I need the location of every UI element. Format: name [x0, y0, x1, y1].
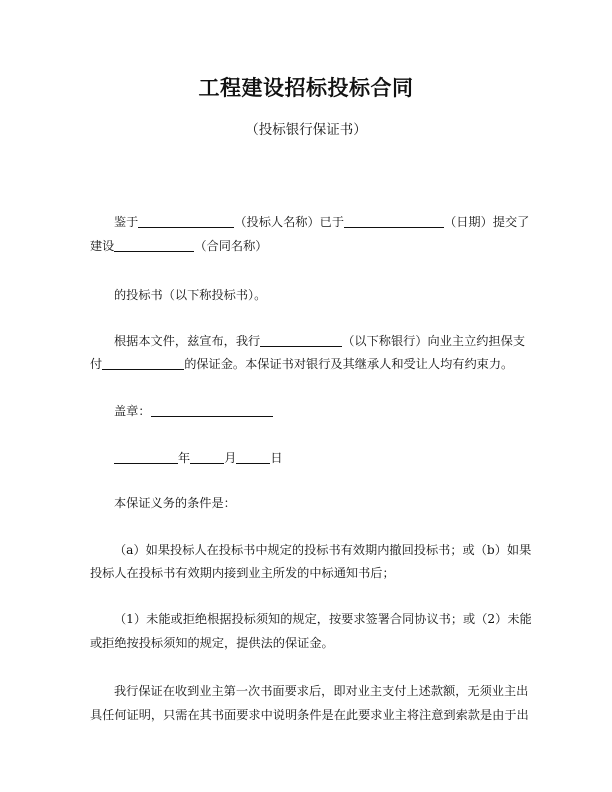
paragraph-1-line-2 [90, 238, 522, 254]
text-segment: 的保证金。本保证书对银行及其继承人和受让人均有约束力。 [184, 357, 514, 371]
date-blank [344, 214, 444, 228]
bank-name-blank [260, 333, 342, 347]
document-subtitle: （投标银行保证书） [245, 122, 367, 138]
conditions-heading: 本保证义务的条件是： [114, 496, 236, 510]
condition-12-line-1: （1）未能或拒绝根据投标须知的规定，按要求签署合同协议书；或（2）未能 [114, 612, 532, 626]
month-blank [190, 450, 224, 464]
text-segment: 建设 [90, 239, 115, 253]
date-line [114, 450, 522, 466]
text-segment: 鉴于 [114, 215, 139, 229]
text-segment: （日期）提交了 [444, 215, 530, 229]
text-segment: （合同名称） [194, 239, 268, 253]
year-blank [114, 450, 178, 464]
paragraph-2: 的投标书（以下称投标书）。 [114, 288, 267, 302]
text-segment: 根据本文件，兹宣布，我行 [114, 334, 261, 348]
month-label: 月 [224, 451, 237, 465]
amount-blank [102, 356, 184, 370]
contract-name-blank [114, 238, 194, 252]
year-label: 年 [178, 451, 191, 465]
paragraph-1-line-1 [90, 214, 530, 230]
condition-ab-line-2: 投标人在投标书有效期内接到业主所发的中标通知书后； [90, 566, 395, 580]
text-segment: （以下称银行）向业主立约担保支 [342, 334, 526, 348]
paragraph-3-line-1 [90, 333, 526, 349]
text-segment: 付 [90, 357, 103, 371]
seal-blank [151, 403, 273, 417]
text-segment: （投标人名称）已于 [234, 215, 345, 229]
day-label: 日 [270, 451, 283, 465]
seal-label: 盖章： [114, 404, 151, 418]
condition-12-line-2: 或拒绝按投标须知的规定，提供法的保证金。 [90, 636, 334, 650]
bidder-name-blank [138, 214, 234, 228]
guarantee-line-1: 我行保证在收到业主第一次书面要求后，即对业主支付上述款额，无须业主出 [114, 684, 529, 698]
paragraph-3-line-2 [90, 356, 522, 372]
day-blank [236, 450, 270, 464]
condition-ab-line-1: （a）如果投标人在投标书中规定的投标书有效期内撤回投标书；或（b）如果 [114, 543, 532, 557]
seal-line [90, 403, 522, 419]
guarantee-line-2: 具任何证明，只需在其书面要求中说明条件是在此要求业主将注意到索款是由于出 [90, 708, 529, 722]
document-title: 工程建设招标投标合同 [198, 76, 414, 100]
